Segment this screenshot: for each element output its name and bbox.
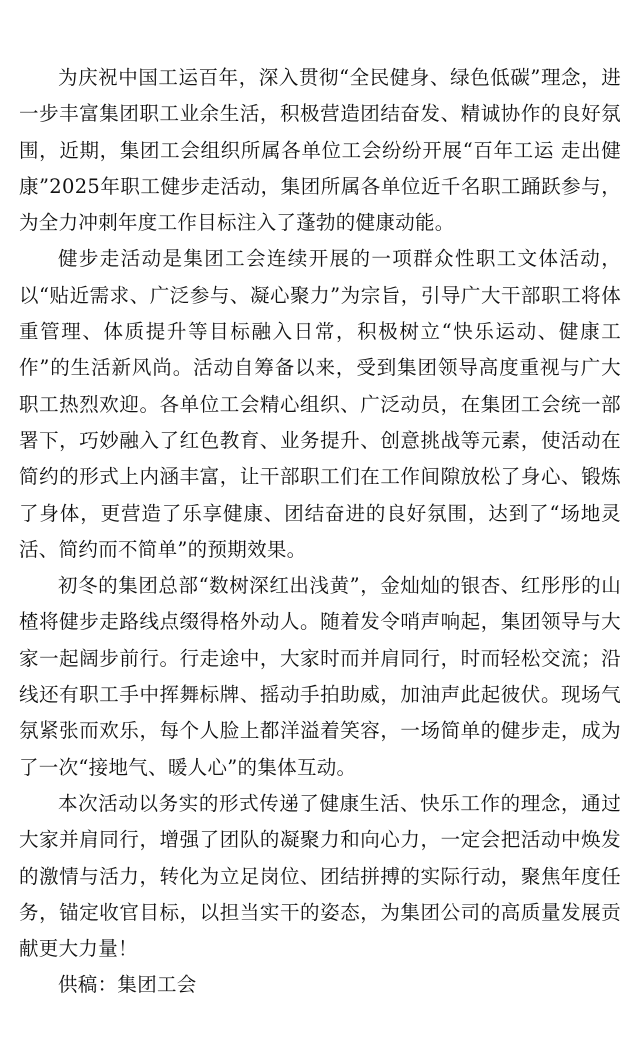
paragraph-activity-purpose: 健步走活动是集团工会连续开展的一项群众性职工文体活动，以“贴近需求、广泛参与、凝心聚力”为宗旨，引导广大干部职工将体重管理、体质提升等目标融入日常，积极树立“快乐运动、健康工作”的生活新风尚。活动自筹备以来，受到集团领导高度重视与广大职工热烈欢迎。各单位工会精心组织、广泛动员，在集团工会统一部署下，巧妙融入了红色教育、业务提升、创意挑战等元素，使活动在简约的形式上内涵丰富，让干部职工们在工作间隙放松了身心、锻炼了身体，更营造了乐享健康、团结奋进的良好氛围，达到了“场地灵活、简约而不简单”的预期效果。 (19, 247, 621, 561)
article-body (19, 60, 621, 1004)
article-credit: 供稿：集团工会 (58, 973, 197, 997)
paragraph-event-scene: 初冬的集团总部“数树深红出浅黄”，金灿灿的银杏、红彤彤的山楂将健步走路线点缀得格外动人。随着发令哨声响起，集团领导与大家一起阔步前行。行走途中，大家时而并肩同行，时而轻松交流；沿线还有职工手中挥舞标牌、摇动手拍助威，加油声此起彼伏。现场气氛紧张而欢乐，每个人脸上都洋溢着笑容，一场简单的健步走，成为了一次“接地气、暖人心”的集体互动。 (19, 574, 621, 779)
paragraph-conclusion: 本次活动以务实的形式传递了健康生活、快乐工作的理念，通过大家并肩同行，增强了团队的凝聚力和向心力，一定会把活动中焕发的激情与活力，转化为立足岗位、团结拼搏的实际行动，聚焦年度任务，锚定收官目标，以担当实干的姿态，为集团公司的高质量发展贡献更大力量！ (19, 791, 621, 961)
paragraph-intro: 为庆祝中国工运百年，深入贯彻“全民健身、绿色低碳”理念，进一步丰富集团职工业余生活，积极营造团结奋发、精诚协作的良好氛围，近期，集团工会组织所属各单位工会纷纷开展“百年工运 走出健康”2025年职工健步走活动，集团所属各单位近千名职工踊跃参与，为全力冲刺年度工作目标注入了蓬勃的健康动能。 (19, 66, 621, 235)
